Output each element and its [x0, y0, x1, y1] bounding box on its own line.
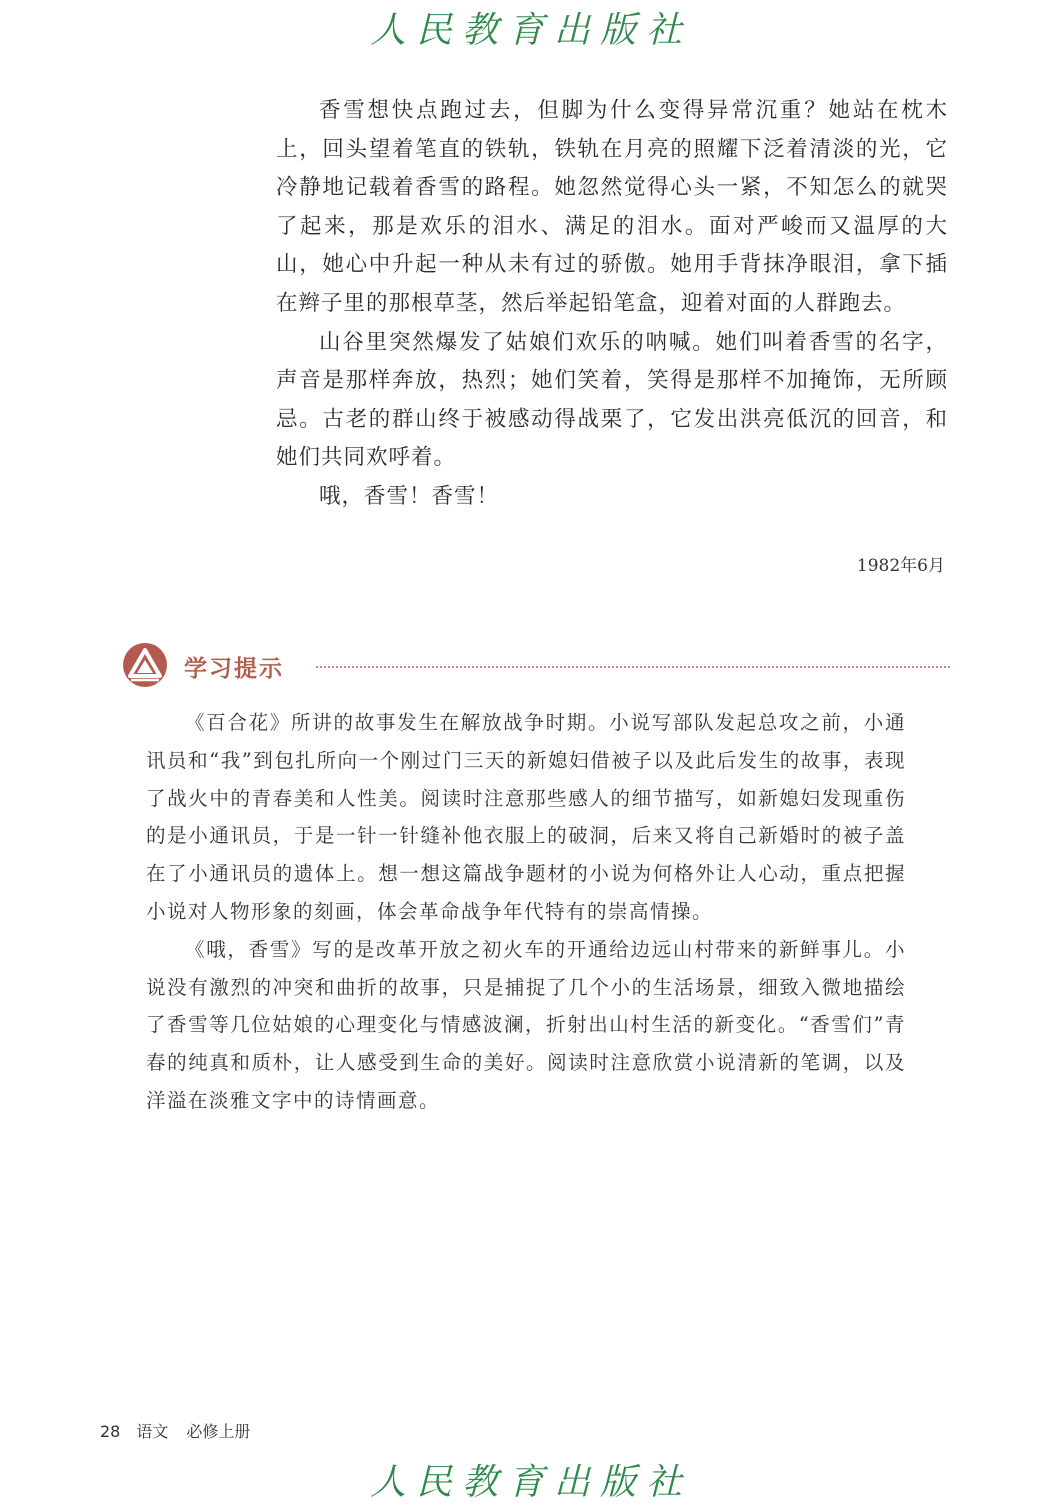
story-paragraph: 香雪想快点跑过去，但脚为什么变得异常沉重？她站在枕木上，回头望着笔直的铁轨，铁轨在月亮的照耀下泛着清淡的光，它冷静地记载着香雪的路程。她忽然觉得心头一紧，不知怎么的就哭了起来，那是欢乐的泪水、满足的泪水。面对严峻而又温厚的大山，她心中升起一种从未有过的骄傲。她用手背抹净眼泪，拿下插在辫子里的那根草茎，然后举起铅笔盒，迎着对面的人群跑去。	[276, 98, 948, 316]
study-tips-header	[122, 641, 950, 691]
story-text	[276, 92, 948, 517]
publisher-logo-bottom: 人民教育出版社	[369, 1462, 692, 1503]
story-date: 1982年6月	[856, 556, 945, 576]
study-tips-triangle-icon	[122, 642, 168, 688]
study-tips-title: 学习提示	[184, 656, 284, 682]
page-number: 28	[100, 1422, 121, 1441]
story-paragraph: 哦，香雪！香雪！	[319, 483, 500, 509]
story-paragraph: 山谷里突然爆发了姑娘们欢乐的呐喊。她们叫着香雪的名字，声音是那样奔放，热烈；她们笑着，笑得是那样不加掩饰，无所顾忌。古老的群山终于被感动得战栗了，它发出洪亮低沉的回音，和她们共同欢呼着。	[276, 329, 948, 471]
tips-paragraph: 《百合花》所讲的故事发生在解放战争时期。小说写部队发起总攻之前，小通讯员和“我”到包扎所向一个刚过门三天的新媳妇借被子以及此后发生的故事，表现了战火中的青春美和人性美。阅读时注意那些感人的细节描写，如新媳妇发现重伤的是小通讯员，于是一针一针缝补他衣服上的破洞，后来又将自己新婚时的被子盖在了小通讯员的遗体上。想一想这篇战争题材的小说为何格外让人心动，重点把握小说对人物形象的刻画，体会革命战争年代特有的崇高情操。	[146, 711, 906, 923]
page-footer	[100, 1419, 250, 1442]
dotted-divider	[316, 666, 950, 668]
study-tips-body	[146, 704, 906, 1120]
publisher-logo-top: 人民教育出版社	[369, 10, 692, 51]
book-volume: 必修上册	[186, 1422, 251, 1441]
book-title: 语文	[136, 1422, 169, 1441]
tips-paragraph: 《哦，香雪》写的是改革开放之初火车的开通给边远山村带来的新鲜事儿。小说没有激烈的冲突和曲折的故事，只是捕捉了几个小的生活场景，细致入微地描绘了香雪等几位姑娘的心理变化与情感波澜，折射出山村生活的新变化。“香雪们”青春的纯真和质朴，让人感受到生命的美好。阅读时注意欣赏小说清新的笔调，以及洋溢在淡雅文字中的诗情画意。	[146, 937, 906, 1112]
